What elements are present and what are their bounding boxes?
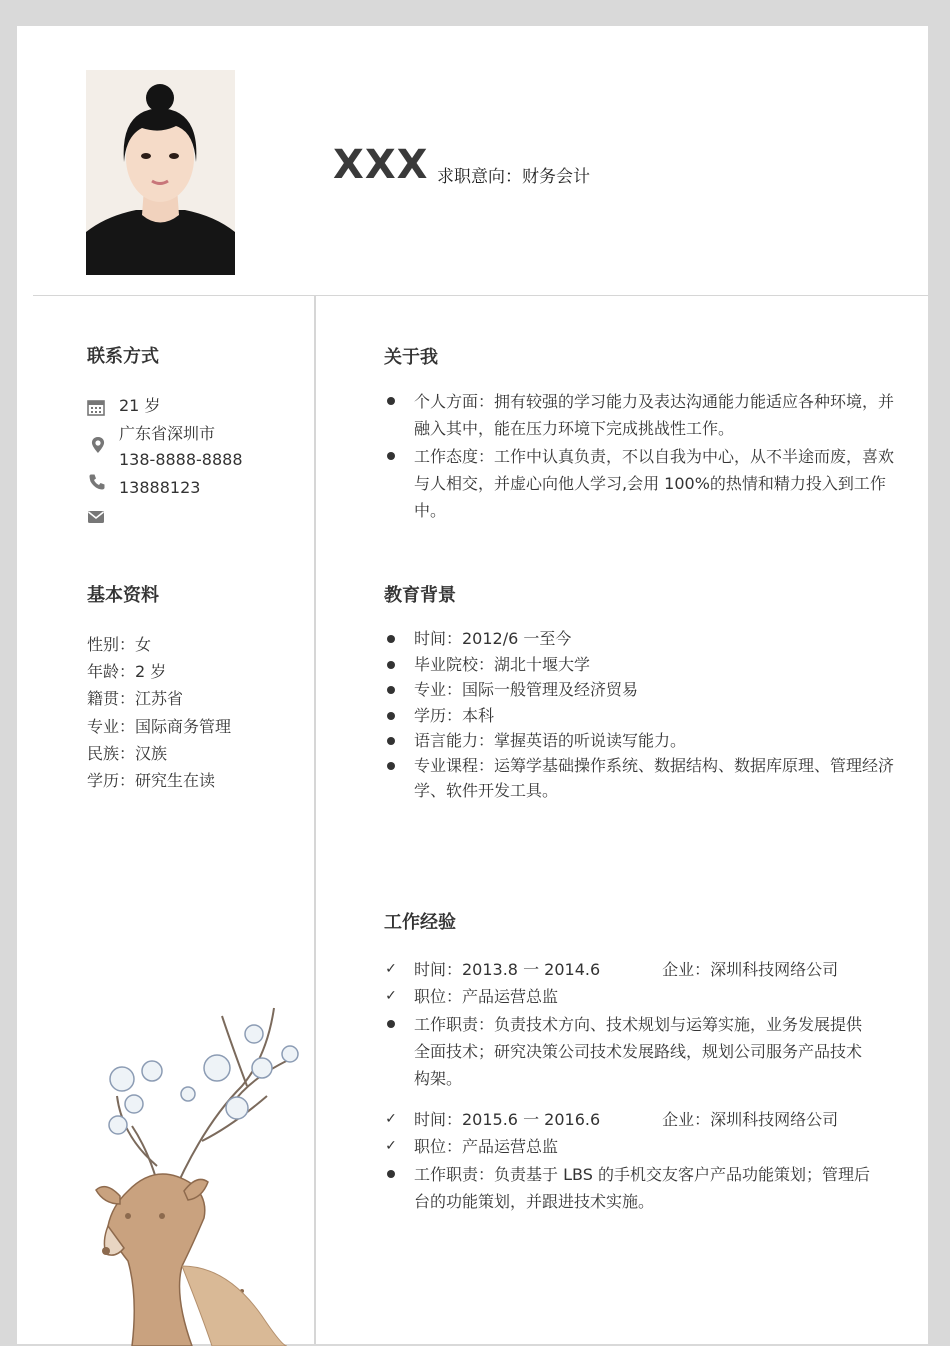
bullet-icon xyxy=(387,762,395,770)
location-pin-icon xyxy=(89,436,107,454)
contact-address: 广东省深圳市 xyxy=(119,424,216,443)
job-time-row: ✓ 时间：2013.8 一 2014.6 企业：深圳科技网络公司 xyxy=(384,956,904,983)
check-icon: ✓ xyxy=(385,961,397,977)
job-duty-row: 工作职责：负责基于 LBS 的手机交友客户产品功能策划；管理后台的功能策划，并跟进技术实施。 xyxy=(384,1161,874,1215)
basic-major: 专业：国际商务管理 xyxy=(87,717,232,736)
bullet-icon xyxy=(387,712,395,720)
check-icon: ✓ xyxy=(385,1111,397,1127)
bullet-icon xyxy=(387,452,395,460)
contact-age: 21 岁 xyxy=(119,396,161,415)
basic-degree: 学历：研究生在读 xyxy=(87,771,216,790)
education-item: 时间：2012/6 一至今 xyxy=(384,626,904,651)
education-title: 教育背景 xyxy=(384,585,456,606)
job-intent: 求职意向：财务会计 xyxy=(437,167,590,187)
education-item: 专业课程：运筹学基础操作系统、数据结构、数据库原理、管理经济学、软件开发工具。 xyxy=(384,753,904,803)
job-company: 企业：深圳科技网络公司 xyxy=(662,960,839,979)
bullet-icon xyxy=(387,1170,395,1178)
header-divider xyxy=(33,295,928,296)
email-icon xyxy=(87,508,105,526)
job-position-row: ✓ 职位：产品运营总监 xyxy=(384,983,904,1010)
deer-illustration xyxy=(62,256,317,1346)
bullet-icon xyxy=(387,397,395,405)
contact-qq: 13888123 xyxy=(119,478,201,497)
education-item: 专业：国际一般管理及经济贸易 xyxy=(384,677,904,702)
about-title: 关于我 xyxy=(384,347,438,368)
basic-title: 基本资料 xyxy=(87,585,159,606)
check-icon: ✓ xyxy=(385,988,397,1004)
resume-page xyxy=(17,26,928,1344)
job-time-row: ✓ 时间：2015.6 一 2016.6 企业：深圳科技网络公司 xyxy=(384,1106,904,1133)
about-item: 工作态度：工作中认真负责，不以自我为中心，从不半途而废，喜欢与人相交，并虚心向他人学习,会用 100%的热情和精力投入到工作中。 xyxy=(384,443,904,524)
calendar-icon xyxy=(87,398,105,416)
phone-icon xyxy=(88,473,106,491)
check-icon: ✓ xyxy=(385,1138,397,1154)
job-duty-row: 工作职责：负责技术方向、技术规划与运筹实施，业务发展提供全面技术；研究决策公司技术发展路线，规划公司服务产品技术构架。 xyxy=(384,1011,874,1092)
contact-phone: 138-8888-8888 xyxy=(119,450,243,469)
work-title: 工作经验 xyxy=(384,912,456,933)
basic-age: 年龄：2 岁 xyxy=(87,662,167,681)
basic-hometown: 籍贯：江苏省 xyxy=(87,689,184,708)
bullet-icon xyxy=(387,635,395,643)
education-item: 毕业院校：湖北十堰大学 xyxy=(384,652,904,677)
column-divider xyxy=(314,295,316,1344)
about-item: 个人方面：拥有较强的学习能力及表达沟通能力能适应各种环境，并融入其中，能在压力环境下完成挑战性工作。 xyxy=(384,388,904,442)
bullet-icon xyxy=(387,737,395,745)
education-item: 语言能力：掌握英语的听说读写能力。 xyxy=(384,728,904,753)
job-company: 企业：深圳科技网络公司 xyxy=(662,1110,839,1129)
profile-photo xyxy=(86,70,235,275)
education-item: 学历：本科 xyxy=(384,703,904,728)
job-position-row: ✓ 职位：产品运营总监 xyxy=(384,1133,904,1160)
contact-title: 联系方式 xyxy=(87,346,159,367)
bullet-icon xyxy=(387,661,395,669)
bullet-icon xyxy=(387,686,395,694)
basic-gender: 性别：女 xyxy=(87,635,152,654)
basic-ethnicity: 民族：汉族 xyxy=(87,744,168,763)
candidate-name: XXX xyxy=(333,142,429,188)
bullet-icon xyxy=(387,1020,395,1028)
